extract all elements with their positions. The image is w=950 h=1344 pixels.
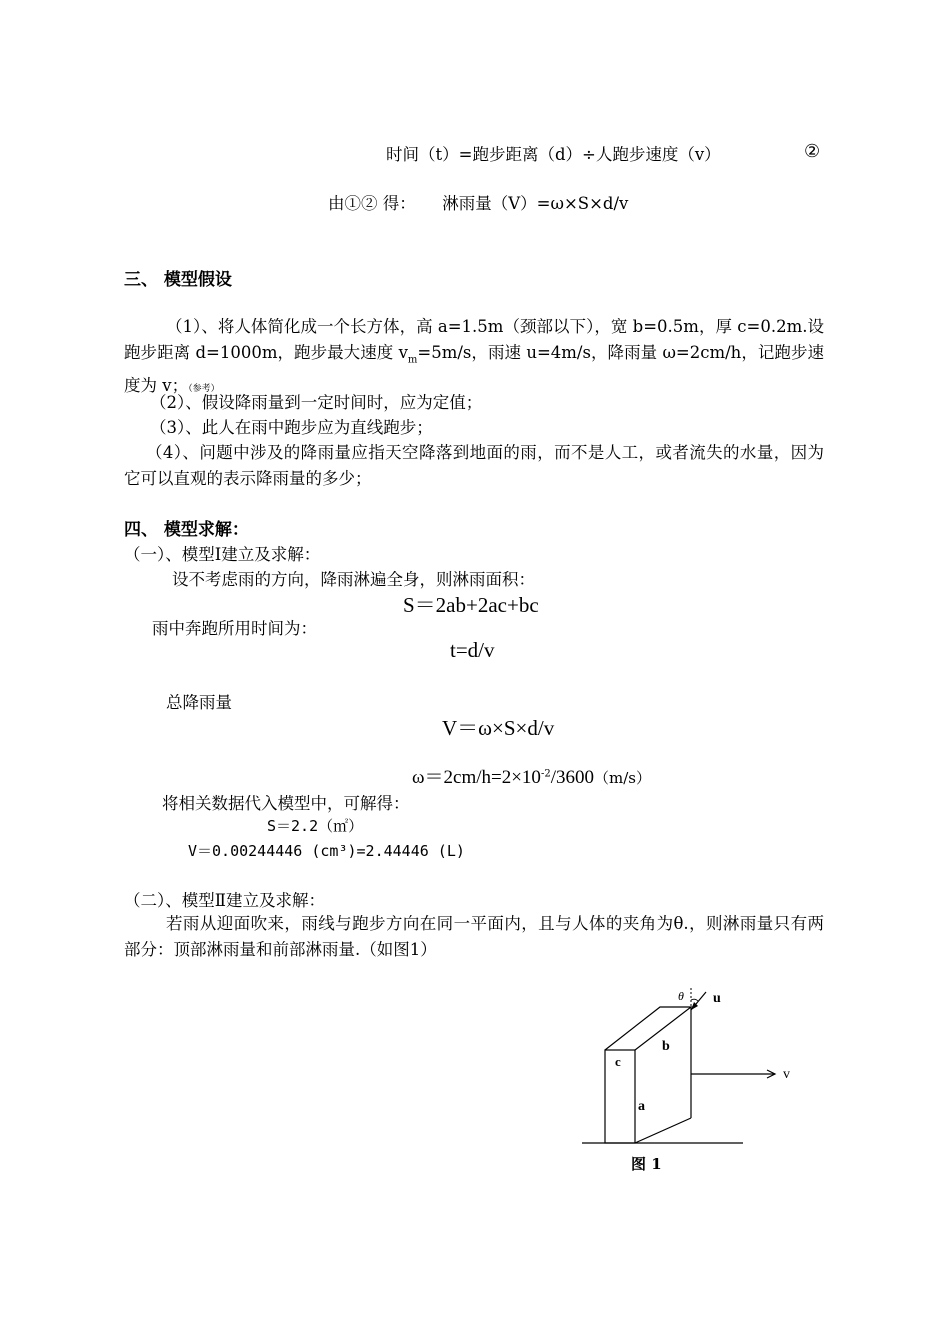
assumption-1-note: （参考） — [188, 384, 220, 395]
paragraph-substitute: 将相关数据代入模型中，可解得： — [162, 794, 410, 813]
label-theta: θ — [678, 989, 684, 1003]
assumption-1-part2: =5m/s，雨速 u=4m/s，降雨量 ω=2cm/h，记跑步速度为 v； — [124, 343, 824, 396]
section-4-title: 四、 模型求解： — [124, 520, 249, 540]
assumption-1-part1: （1）、将人体简化成一个长方体，高 a=1.5m（颈部以下），宽 b=0.5m，厚 c=0.2m.设跑步距离 d=1000m，跑步最大速度 v — [124, 317, 824, 362]
equation-time — [386, 141, 721, 165]
subsection-2-title: （二）、模型Ⅱ建立及求解： — [124, 891, 325, 910]
figure-caption: 图 1 — [631, 1155, 662, 1173]
result-v: V＝0.00244446 (cm³)=2.44446 (L) — [188, 842, 465, 860]
theta-arc — [691, 999, 698, 1001]
equation-combined-formula: 淋雨量（V）=ω×S×d/v — [442, 194, 629, 213]
assumption-2: （2）、假设降雨量到一定时间时，应为定值； — [150, 393, 483, 412]
assumption-1-sub: m — [407, 354, 418, 366]
formula-omega-sup: -2 — [540, 768, 551, 780]
equation-time-text: 时间（t）=跑步距离（d）÷人跑步速度（v） — [386, 145, 721, 164]
subsection-1-title: （一）、模型Ⅰ建立及求解： — [124, 545, 321, 564]
formula-omega-tail: /3600 — [550, 767, 594, 788]
formula-s: S＝2ab+2ac+bc — [403, 593, 539, 617]
assumption-4: （4）、问题中涉及的降雨量应指天空降落到地面的雨，而不是人工，或者流失的水量，因为它可以直观的表示降雨量的多少； — [124, 443, 824, 488]
box-top-face — [605, 1007, 691, 1050]
paragraph-model-2: 若雨从迎面吹来，雨线与跑步方向在同一平面内，且与人体的夹角为θ.，则淋雨量只有两部分：顶部淋雨量和前部淋雨量.（如图1） — [124, 914, 824, 959]
result-s: S＝2.2（㎡） — [267, 817, 364, 835]
formula-omega — [412, 762, 651, 789]
label-c: c — [615, 1054, 621, 1069]
paragraph-total: 总降雨量 — [166, 693, 232, 712]
equation-number: ② — [804, 141, 821, 162]
figure-1 — [570, 980, 810, 1180]
label-v: v — [783, 1067, 790, 1082]
equation-combined-prefix: 由①② 得： — [328, 194, 416, 213]
label-u: u — [713, 991, 721, 1006]
label-a: a — [638, 1099, 645, 1114]
label-b: b — [662, 1039, 670, 1054]
formula-omega-main: ω＝2cm/h=2×10 — [412, 767, 541, 788]
equation-combined — [328, 190, 628, 214]
formula-omega-unit: （m/s） — [593, 769, 651, 787]
assumption-3: （3）、此人在雨中跑步应为直线跑步； — [150, 418, 433, 437]
formula-v: V＝ω×S×d/v — [442, 716, 555, 740]
paragraph-area: 设不考虑雨的方向，降雨淋遍全身，则淋雨面积： — [172, 570, 535, 589]
paragraph-time: 雨中奔跑所用时间为： — [152, 619, 317, 638]
section-3-title: 三、 模型假设 — [124, 270, 232, 290]
box-bottom-edge — [635, 1118, 691, 1143]
formula-t: t=d/v — [450, 638, 495, 662]
